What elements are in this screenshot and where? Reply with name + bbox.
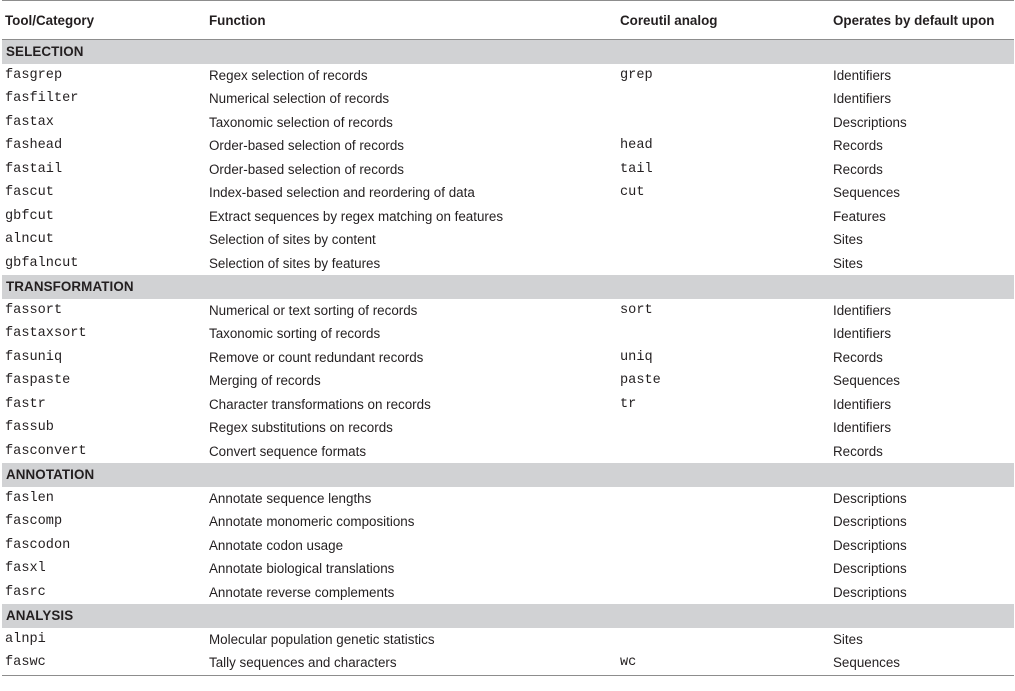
operates-upon-cell: Identifiers [833, 420, 892, 435]
table-row [0, 510, 1015, 534]
section-title: TRANSFORMATION [6, 279, 134, 294]
operates-upon-cell: Descriptions [833, 514, 907, 529]
table-row [0, 651, 1015, 675]
tool-cell: fassub [5, 420, 54, 435]
section-title: ANALYSIS [6, 608, 74, 623]
operates-upon-cell: Identifiers [833, 326, 892, 341]
function-cell: Selection of sites by features [209, 255, 381, 271]
tool-cell: fascut [5, 185, 54, 200]
section-header [2, 275, 1014, 299]
table-row [0, 181, 1015, 205]
coreutil-analog-cell: uniq [620, 349, 653, 365]
function-cell: Convert sequence formats [209, 443, 367, 459]
section-header [2, 463, 1014, 487]
section-header [2, 604, 1014, 628]
coreutil-analog-cell: grep [620, 67, 653, 83]
table-row [0, 487, 1015, 511]
operates-upon-cell: Sequences [833, 373, 901, 388]
function-cell: Numerical selection of records [209, 91, 390, 106]
tool-cell: gbfalncut [5, 255, 79, 271]
section-header [2, 40, 1014, 64]
operates-upon-cell: Identifiers [833, 67, 892, 83]
operates-upon-cell: Descriptions [833, 114, 907, 130]
header-row [0, 1, 1015, 39]
header-operates-upon: Operates by default upon [833, 13, 995, 28]
operates-upon-cell: Features [833, 208, 886, 224]
tool-cell: fashead [5, 138, 63, 153]
function-cell: Annotate sequence lengths [209, 490, 372, 506]
function-cell: Merging of records [209, 373, 321, 388]
table-row [0, 416, 1015, 440]
function-cell: Taxonomic sorting of records [209, 326, 381, 341]
table-row [0, 64, 1015, 88]
operates-upon-cell: Sites [833, 631, 863, 647]
tool-cell: fasfilter [5, 91, 79, 106]
table-row [0, 228, 1015, 252]
table-row [0, 557, 1015, 581]
function-cell: Tally sequences and characters [209, 655, 397, 670]
tool-cell: faslen [5, 490, 54, 506]
coreutil-analog-cell: sort [620, 302, 653, 318]
operates-upon-cell: Sequences [833, 185, 901, 200]
table-row [0, 252, 1015, 276]
operates-upon-cell: Sites [833, 255, 863, 271]
tool-cell: fasrc [5, 584, 46, 600]
tool-cell: fasxl [5, 561, 46, 576]
operates-upon-cell: Records [833, 138, 883, 153]
function-cell: Annotate monomeric compositions [209, 514, 415, 529]
function-cell: Molecular population genetic statistics [209, 631, 435, 647]
tool-cell: fasconvert [5, 443, 87, 459]
coreutil-analog-cell: paste [620, 373, 661, 388]
coreutil-analog-cell: tail [620, 161, 653, 177]
tool-cell: fasgrep [5, 67, 63, 83]
operates-upon-cell: Identifiers [833, 302, 892, 318]
tool-cell: fascomp [5, 514, 63, 529]
table-row [0, 369, 1015, 393]
coreutil-analog-cell: head [620, 138, 653, 153]
section-title: ANNOTATION [6, 467, 95, 482]
function-cell: Extract sequences by regex matching on features [209, 208, 504, 224]
coreutil-analog-cell: wc [620, 655, 637, 670]
section-title: SELECTION [6, 44, 84, 59]
table-row [0, 134, 1015, 158]
tool-cell: fastax [5, 114, 54, 130]
function-cell: Selection of sites by content [209, 232, 376, 247]
tool-cell: alnpi [5, 631, 46, 647]
tool-cell: fascodon [5, 537, 71, 553]
function-cell: Numerical or text sorting of records [209, 302, 418, 318]
header-function: Function [209, 13, 266, 28]
table-row [0, 346, 1015, 370]
tool-cell: gbfcut [5, 208, 54, 224]
function-cell: Annotate codon usage [209, 537, 344, 553]
bottom-rule [2, 675, 1014, 676]
operates-upon-cell: Sequences [833, 655, 901, 670]
tool-cell: alncut [5, 232, 54, 247]
operates-upon-cell: Descriptions [833, 537, 907, 553]
operates-upon-cell: Descriptions [833, 490, 907, 506]
operates-upon-cell: Records [833, 443, 883, 459]
tool-cell: faswc [5, 655, 46, 670]
coreutil-analog-cell: tr [620, 396, 637, 412]
function-cell: Regex selection of records [209, 67, 368, 83]
tool-cell: faspaste [5, 373, 71, 388]
operates-upon-cell: Identifiers [833, 91, 892, 106]
table-row [0, 299, 1015, 323]
operates-upon-cell: Identifiers [833, 396, 892, 412]
header-tool: Tool/Category [5, 13, 95, 28]
function-cell: Order-based selection of records [209, 138, 405, 153]
table-row [0, 440, 1015, 464]
function-cell: Index-based selection and reordering of data [209, 185, 475, 200]
table-row [0, 205, 1015, 229]
header-coreutil-analog: Coreutil analog [620, 13, 718, 28]
operates-upon-cell: Descriptions [833, 584, 907, 600]
operates-upon-cell: Records [833, 349, 883, 365]
function-cell: Regex substitutions on records [209, 420, 393, 435]
table-row [0, 111, 1015, 135]
table-row [0, 534, 1015, 558]
table-row [0, 628, 1015, 652]
table-row [0, 87, 1015, 111]
tool-cell: fassort [5, 302, 63, 318]
table-row [0, 158, 1015, 182]
function-cell: Character transformations on records [209, 396, 431, 412]
table-row [0, 581, 1015, 605]
function-cell: Taxonomic selection of records [209, 114, 393, 130]
function-cell: Remove or count redundant records [209, 349, 424, 365]
function-cell: Annotate reverse complements [209, 584, 395, 600]
operates-upon-cell: Sites [833, 232, 863, 247]
table-row [0, 322, 1015, 346]
tool-cell: fastr [5, 396, 46, 412]
tool-cell: fastaxsort [5, 326, 87, 341]
table-body [0, 40, 1015, 675]
coreutil-analog-cell: cut [620, 185, 645, 200]
tool-cell: fasuniq [5, 349, 63, 365]
operates-upon-cell: Records [833, 161, 883, 177]
function-cell: Order-based selection of records [209, 161, 405, 177]
tool-cell: fastail [5, 161, 63, 177]
function-cell: Annotate biological translations [209, 561, 395, 576]
table-row [0, 393, 1015, 417]
operates-upon-cell: Descriptions [833, 561, 907, 576]
